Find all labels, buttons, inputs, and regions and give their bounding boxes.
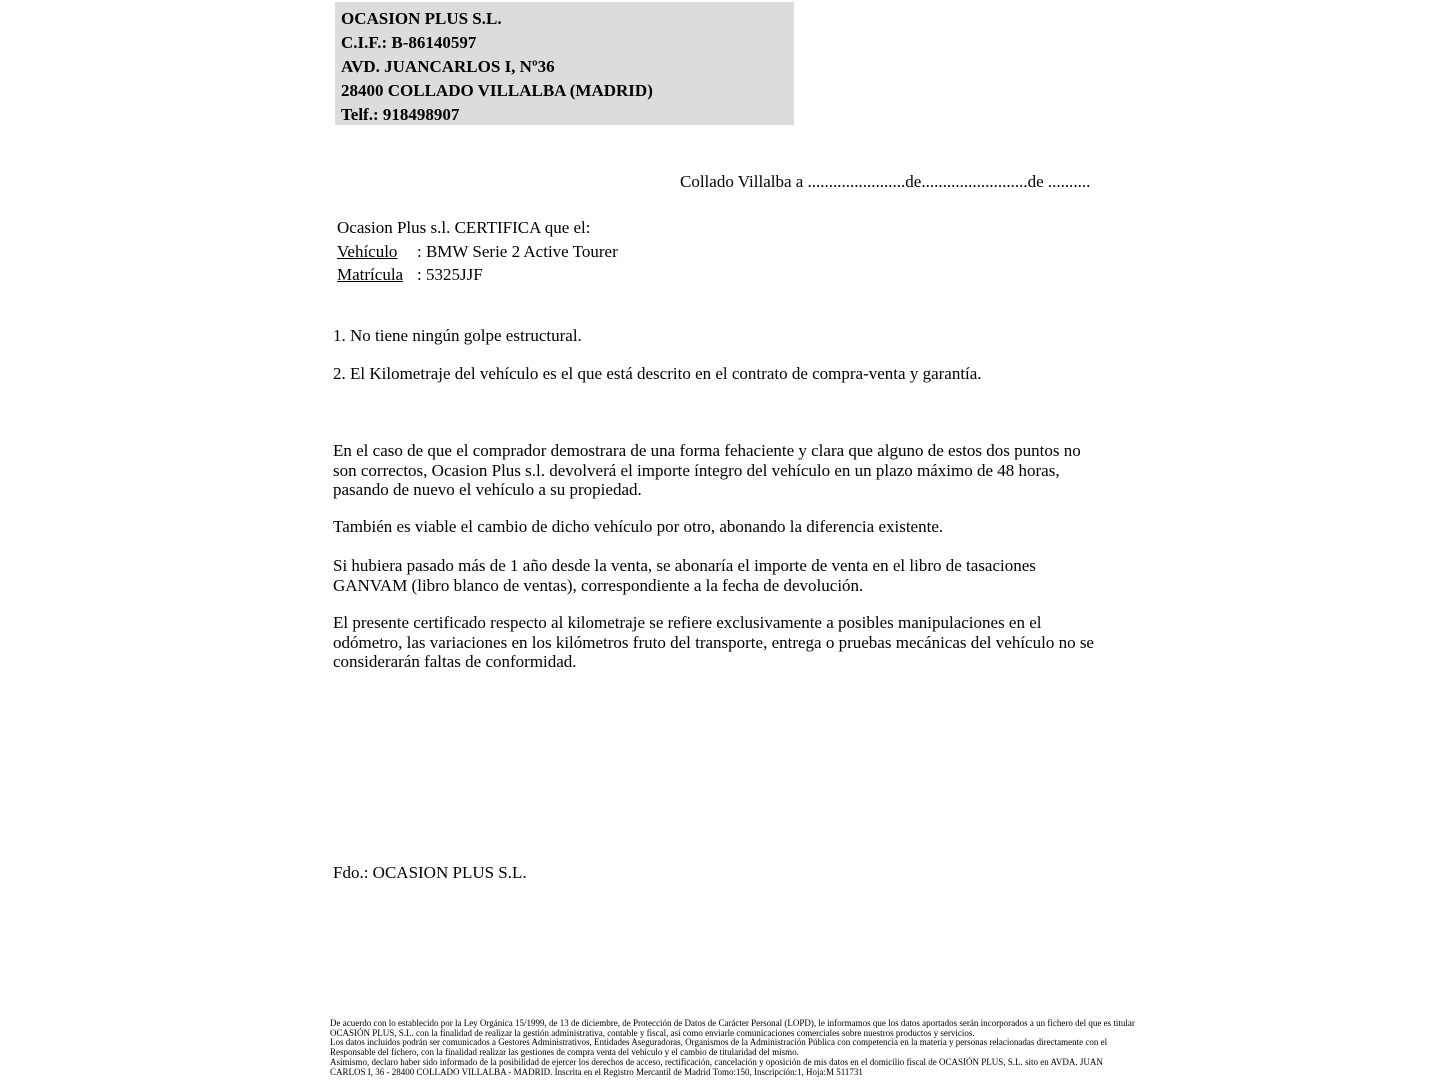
legal-footer-line: Asimismo, declaro haber sido informado de la posibilidad de ejercer los derechos de acceso, rectificación, cancelación y oposición de mis datos en el domicilio fiscal de OCASIÓN PLUS, S.L. sito en AVDA. JUAN: [330, 1056, 1103, 1067]
company-address: AVD. JUANCARLOS I, Nº36: [341, 57, 555, 76]
company-header-box: [335, 2, 794, 125]
plate-field-label: Matrícula: [337, 265, 404, 284]
paragraph-refund-policy: En el caso de que el comprador demostrara de una forma fehaciente y clara que alguno de estos dos puntos no son correctos, Ocasion Plus s.l. devolverá el importe íntegro del vehículo en un plazo máximo de 48 horas, pasando de nuevo el vehículo a su propiedad.: [333, 441, 1081, 499]
vehicle-field-label: Vehículo: [337, 241, 398, 261]
date-line: Collado Villalba a .......................de.........................de ..........: [680, 172, 1091, 191]
paragraph-ganvam-valuation: Si hubiera pasado más de 1 año desde la venta, se abonaría el importe de venta en el libro de tasaciones GANVAM (libro blanco de ventas), correspondiente a la fecha de devolución.: [333, 556, 1036, 595]
company-cif: C.I.F.: B-86140597: [341, 33, 477, 52]
legal-footer-line: CARLOS I, 36 - 28400 COLLADO VILLALBA - MADRID. Inscrita en el Registro Mercantil de Madrid Tomo:150, Inscripción:1, Hoja:M 511731: [330, 1066, 863, 1077]
company-name: OCASION PLUS S.L.: [341, 9, 502, 28]
company-city: 28400 COLLADO VILLALBA (MADRID): [341, 81, 653, 100]
vehicle-field-row: [337, 240, 618, 264]
company-phone: Telf.: 918498907: [341, 105, 460, 124]
vehicle-field-value: : BMW Serie 2 Active Tourer: [417, 241, 618, 261]
certification-point-2: 2. El Kilometraje del vehículo es el que está descrito en el contrato de compra-venta y garantía.: [333, 364, 982, 383]
certification-block: [337, 216, 618, 287]
signature-line: Fdo.: OCASION PLUS S.L.: [333, 863, 527, 882]
legal-footer-line: De acuerdo con lo establecido por la Ley Orgánica 15/1999, de 13 de diciembre, de Protección de Datos de Carácter Personal (LOPD), le informamos que los datos aportados serán incorporados a un fichero del que es titular: [330, 1018, 1135, 1028]
certification-intro: Ocasion Plus s.l. CERTIFICA que el:: [337, 218, 591, 237]
legal-footer-line: OCASIÓN PLUS, S.L. con la finalidad de realizar la gestión administrativa, contable y fiscal, así como enviarle comunicaciones comerciales sobre nuestros productos y servicios.: [330, 1027, 975, 1038]
legal-footer: [330, 1018, 1135, 1077]
plate-field-value: : 5325JJF: [417, 265, 483, 284]
legal-footer-line: Responsable del fichero, con la finalidad realizar las gestiones de compra venta del vehículo y el cambio de titularidad del mismo.: [330, 1047, 799, 1058]
certification-point-1: 1. No tiene ningún golpe estructural.: [333, 326, 582, 345]
paragraph-exchange-option: También es viable el cambio de dicho vehículo por otro, abonando la diferencia existente.: [333, 517, 944, 536]
paragraph-odometer-scope: El presente certificado respecto al kilometraje se refiere exclusivamente a posibles manipulaciones en el odómetro, las variaciones en los kilómetros fruto del transporte, entrega o pruebas mecánicas del vehículo no se considerarán faltas de conformidad.: [333, 613, 1094, 671]
legal-footer-line: Los datos incluidos podrán ser comunicados a Gestores Administrativos, Entidades Aseguradoras, Organismos de la Administración Pública con competencia en la materia y personas relacionadas directamente con el: [330, 1037, 1108, 1048]
plate-field-row: [337, 263, 618, 287]
